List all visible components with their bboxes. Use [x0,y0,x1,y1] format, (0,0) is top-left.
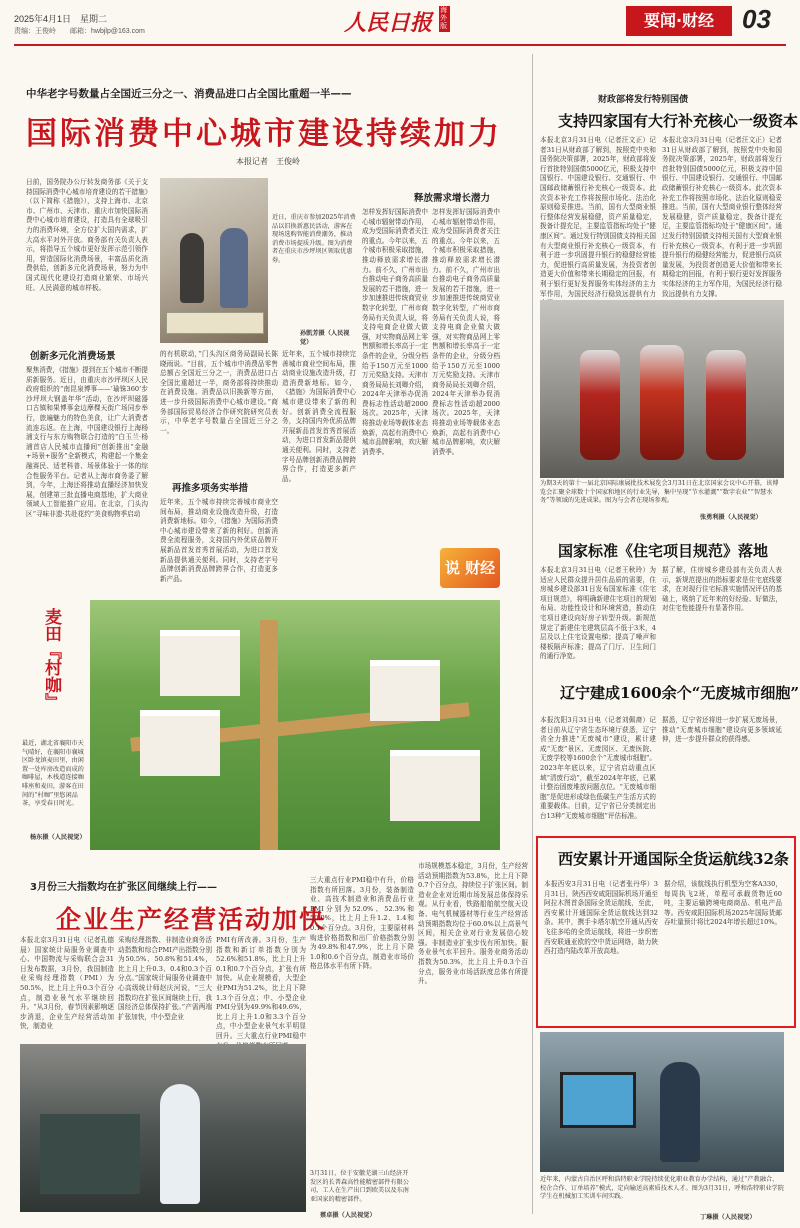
housing-headline: 国家标准《住宅项目规范》落地 [558,542,769,560]
housing-col-1: 本报北京3月31日电（记者王秋玲）为适应人民群众提升居住品质的需要，住房城乡建设部31日发布国家标准《住宅项目规范》，将明确新建住宅项目的规划布局、功能性设计和环境营造，推动住宅项目建设向好房子转型升级。新规范规定了新建住宅建筑层高不低于3米，4层及以上住宅设置电梯；提高了噪声和楼板隔声标准；提高了门厅、卫生间门的通行净宽。 [540,566,656,661]
cafe-label [22,608,80,728]
liaoning-col-2: 据悉，辽宁省还将进一步扩展无废场景，推动“无废城市细胞”建设向更多领域延伸，进一步提升群众的获得感。 [662,716,782,744]
cafe-gazebo-3 [140,710,220,776]
paper-logo [344,6,450,37]
pmi-col-1: 本报北京3月31日电（记者孔德晨）国家统计局服务业调查中心、中国物流与采购联合会31日发布数据，3月份，我国制造业采购经理指数（PMI）为50.5%，比上月上升0.3个百分点，制造业景气水平继续回升。“从3月份，春节因素影响逐步消退，企业生产经营活动加快，制造业 [20,936,114,1031]
treasury-col-1: 本报北京3月31日电（记者汪文正）记者31日从财政部了解到，按照党中央和国务院决策部署，2025年，财政部将发行首批特别国债5000亿元，积极支持中国银行、中国建设银行、交通银行、中国邮政储蓄银行补充核心一级资本。此次资本补充工作将按照市场化、法治化原则稳妥推进。当前，国有大型商业银行整体经营发展稳健，资产质量稳定，拨备计提充足，主要监管指标均处于“健康区间”。通过发行特别国债支持相关国有大型商业银行补充核心一级资本，有利于进一步巩固提升银行的稳健经营能力，促进银行高质量发展，为投资者创造更大价值和带来长期稳定的回报，有利于银行更好发挥服务实体经济的主力军作用，为国民经济行稳致远提供有力 [540,136,656,298]
cafe-photo [90,600,500,850]
pmi-col-2: 采购经理指数、非制造业商务活动指数和综合PMI产出指数分别为50.5%、50.8%和51.4%，比上月上升0.3、0.4和0.3个百分点。”国家统计局服务业调查中心高级统计师赵庆河说，“三大指数均在扩张区间继续上行，我国经济总体保持扩张。”产需两端扩张加快，中小型企业 [118,936,212,1021]
lead-intro: 日前，国务院办公厅转发商务部《关于支持国际消费中心城市培育建设的若干措施》（以下简称《措施》），支持上海市、北京市、广州市、天津市、重庆市加快国际消费中心城市培育建设，打造具有全球吸引力的消费环境，全方位扩大国内需求，扩大高水平对外开放。商务部有关负责人表示，将指导五个城市更好发挥示范引领作用，营造国际化消费场景，丰富品质化消费供给，创新多元化消费场景，努力为中国式现代化建设打造商业繁荣、市场兴旺、人民满意的城市样板。 [26,178,148,292]
lead-photo-caption [272,214,356,324]
lead-col-2: 的有机联动，”门头沟区商务局副局长陈晓雨说。“目前，五个城市中消费品零售总额占全国近三分之一，消费品进口占全国比重超过一半，商务部将持续推动在消费设施、消费品以旧换新等方面，进一步升级国际消费中心城市建设。”商务部国际贸易经济合作研究院研究员表示，中华老字号数量占全国近三分之一。 [160,350,278,435]
masthead [14,6,786,42]
pmi-photo-credit: 蔡卓摄（人民视觉） [320,1212,376,1219]
paper-name: 人民日报 [344,10,433,36]
lead-subhead-3: 释放需求增长潜力 [414,193,491,204]
xian-col-1: 本报西安3月31日电（记者张丹华）3月31日，陕西西安咸阳国际机场开通至阿拉木图首条国际全货运航线，至此，西安累计开通国际全货运航线达到32条。其中，携手卡塔尔航空开通从西安飞往多哈的全货运航线，将进一步织密西安联通亚欧的空中货运网络，助力陕西打造内陆改革开放高地。 [544,880,658,956]
section-badge [626,6,732,36]
expo-credit: 张勇利摄（人民视觉） [700,514,762,521]
xian-col-2: 据介绍，该航线执行机型为空客A330，每周执飞2班，单程可承载货物近60吨，主要运输跨境电商商品、机电产品等。西安咸阳国际机场2025年国际货邮吞吐量预计将比2024年增长超过10%。 [664,880,782,927]
school-photo [540,1032,784,1172]
pmi-col-3: PMI有所改善。3月份，生产指数和新订单指数分别为52.6%和51.8%，比上月上升0.1和0.7个百分点，扩张有所加快。从企业规模看，大型企业PMI为51.2%，比上月下降1.3个百分点；中、小型企业PMI分别为49.9%和49.6%，比上月上升1.0和3.3个百分点，中小型企业景气水平明显回升。三大重点行业PMI稳中 [216,936,306,1040]
cafe-gazebo-4 [390,750,480,821]
cafe-caption: 最近，湖北省襄阳市天气晴好，在襄阳市襄城区卧龙镇麦田里，由闲置一处库房改造而成的咖啡屋，木栈道连接咖啡座和麦田，游客在田间的“村咖”里悠闲品茶，享受春日时光。 [22,740,84,808]
xian-headline: 西安累计开通国际全货运航线32条 [558,850,789,868]
school-credit: 丁琳摄（人民视觉） [700,1214,756,1221]
treasury-col-2-text: 本报北京3月31日电（记者汪文正）记者31日从财政部了解到，按照党中央和国务院决策部署，2025年，财政部将发行首批特别国债5000亿元，积极支持中国银行、中国建设银行、交通银行、中国邮政储蓄银行补充核心一级资本。此次资本补充工作将按照市场化、法治化原则稳妥推进。当前，国有大型商业银行整体经营发展稳健，资产质量稳定，拨备计提充足，主要监管指标均处于“健康区间”。通过发行特别国债支持相关国有大型商业银行补充核心一级资本，有利于进一步巩固提升银行的稳健经营能力，促进银行高质量发展，为投资者创造更大价值和带来长期稳定的回报，有利于银行更好发挥服务实体经济的主力军作用，为国民经济行稳致远提供有力支撑。 [662,136,782,298]
sign-board [166,312,264,334]
lead-photo-caption-text: 近日，重庆市参加2025年消费品以旧换新惠民活动，游客在现场选购智能消费潮务，推动消费市场提质升级。图为消费者在重庆市沙坪坝区领取优惠券。 [272,214,356,264]
school-caption: 近年来，内蒙古自治区呼和浩特职业学院持续优化职业教育办学结构，通过“产教融合、校企合作、订单培养”模式，定向输送高素质技术人才。图为3月31日，呼和浩特职业学院学生在机械加工实训车间实践。 [540,1176,784,1201]
liaoning-headline: 辽宁建成1600余个“无废城市细胞” [560,684,800,702]
lead-subhead-1: 创新多元化消费场景 [30,351,116,362]
lead-col-3b-text: 怎样发挥好国际消费中心城市辐射带动作用，成为受国际消费者关注的重点。今年以来，五个城市积极采取措施，推动释放需求增长潜力。前不久，广州市出台推动电子商务高质量发展的若干措施，进一步加速推进传统商贸业数字化转型，广州市商务局有关负责人说，将支持电商企业做大做强，对实物商品网上零售额和增长率高于一定条件的企业，分级分档给予150万元至1000万元奖励支持。天津市商务局局长刘卿介绍，2024年天津举办促消费标志性活动超2000场次。2025年，天津将推动业场等载体业态焕新，高起有消费中心城市品牌影响，欢庆解消费季。 [432,208,500,456]
treasury-kicker: 财政部将发行特别国债 [598,95,689,105]
lead-photo-credit: 孙凯芳摄（人民视觉） [300,330,350,346]
editor-line: 责编：王俊岭 邮箱：hwbjlp@163.com [14,28,145,35]
lead-col-1: 聚焦消费，《措施》提到在五个城市不断提质新服务。近日，由重庆市沙坪坝区人民政府组织的“南昆泉博事——‘瑜铢360’步 沙坪坝大钢盖年华”活动，在沙坪坝磁器口古镇和果博事金边摩棵天街广场同步举行，旅遍魅力的特色美食，让广大消费者流连忘返。在上海，中国建设银行上海杨浦支行与东方购物联合打造的“白玉兰·杨浦首店人民城市直播间”创新推出“金融+场景+服务”全新模式，构建起一个集金融赛民、适老科普、场景体验于一体的综合性服务平台。记者从上海市商务委了解到，今年，上海还将推动直播经济加快发展，创建第三批直播电商基地，扩大商业领域人工智能推广应用。在北京，门头沟区“寻味非遗·共赴花约”美食购物季启动 [26,366,155,518]
page-number: 03 [742,4,771,34]
shuo-caijing-badge: 说 财经 [440,548,500,588]
expo-caption: 为期3天的第十一届北京国际康展批技术展览会3月31日在北京国家会议中心开幕，该博览会汇聚全球数十个国家和地区的行业先导，集中呈现“节水灌溉”“数字农业”“智慧水务”等领域的先进成果。图为与会者在现场参观。 [540,480,779,505]
monitor-screen [560,1072,636,1128]
treasury-headline: 支持四家国有大行补充核心一级资本 [558,112,799,130]
liaoning-col-1: 本报沈阳3月31日电（记者刘佩裔）记者日前从辽宁省生态环境厅获悉，辽宁省全力推进“无废城市”建设，累计建成“无废”景区、无废园区、无废医院、无废学校等1600余个“无废城市细胞”。2023年年底以来，辽宁省启动重点区域“清废行动”，截至2024年年底，已累计整治固废堆放问题点位。“无废城市细胞”是促进形成绿色低碳生产生活方式的重要载体。目前，辽宁省已分类制定出台13种“无废城市细胞”评估标准。 [540,716,656,820]
lead-headline: 国际消费中心城市建设持续加力 [26,116,502,152]
lead-byline: 本报记者 王俊岭 [236,157,300,166]
lead-col-2c [282,350,356,598]
lead-col-2b: 近年来，五个城市持续完善城市商业空间布局，推动商业设施改造升级，打造消费新地标。如今，《措施》为国际消费中心城市建设带来了新的利好。创新消费全流程服务，支持国内外优质品牌开展新品首发首秀首展活动，为进口首发新品提供通关便利。同时，支持老字号品牌创新消费品牌跨界合作，打造更多新产品。 [160,498,278,583]
lead-col-2c-text: 近年来，五个城市持续完善城市商业空间布局，推动商业设施改造升级，打造消费新地标。如今，《措施》为国际消费中心城市建设带来了新的利好。创新消费全流程服务，支持国内外优质品牌开展新品首发首秀首展活动，为进口首发新品提供通关便利。同时，支持老字号品牌创新消费品牌跨界合作，打造更多新产品。 [282,350,356,483]
treasury-col-2 [662,136,782,296]
cafe-label-text: 麦田『村咖』 [41,608,61,710]
section-name: 要闻·财经 [643,11,715,30]
tank-3 [706,350,746,460]
column-divider [532,54,533,1214]
tank-2 [640,345,684,460]
staff-figure [220,228,248,308]
pmi-headline: 企业生产经营活动加快 [56,905,327,934]
lead-col-3: 怎样发挥好国际消费中心城市辐射带动作用，成为受国际消费者关注的重点。今年以来，五个城市积极采取措施，推动释放需求增长潜力。前不久，广州市出台推动电子商务高质量发展的若干措施，进一步加速推进传统商贸业数字化转型，广州市商务局有关负责人说，将支持电商企业做大做强，对实物商品网上零售额和增长率高于一定条件的企业，分级分档给予150万元至1000万元奖励支持。天津市商务局局长刘卿介绍，2024年天津举办促消费标志性活动超2000场次。2025年，天津将推动业场等载体业态焕新，高起有消费中心城市品牌影响，欢庆解消费季。 [362,208,428,456]
lead-col-3b [432,208,500,538]
machine-block [40,1114,140,1194]
worker-figure [160,1084,200,1204]
tank-1 [580,350,620,460]
pmi-photo-factory [20,1044,306,1212]
shopper-figure [180,233,204,303]
lead-photo-shopping [160,178,268,343]
lead-subhead-2: 再推多项务实举措 [172,483,249,494]
pmi-col-4: 三大重点行业PMI稳中有升，价格指数有所回落。3月份，装备制造业、高技术制造业和消费品行业PMI分别为52.0%、52.3%和50.0%，比上月上升1.2、1.4和0.1个百分点。3月份，主要原材料购进价格指数和出厂价格指数分别为49.8%和47.9%，比上月下降1.0和0.6个百分点，制造业市场价格总体水平有所下降。 [310,876,414,971]
student-figure [660,1062,700,1162]
cafe-gazebo-2 [370,660,440,721]
lead-kicker: 中华老字号数量占全国近三分之一、消费品进口占全国比重超一半—— [26,88,352,100]
pmi-photo-caption: 3月31日，位于安徽芜湖三山经济开发区的长普森高性能精密部件有限公司，工人在生产出口到欧美以及东南亚国家的精密部件。 [310,1170,409,1203]
masthead-rule [14,44,786,46]
cafe-credit: 杨东摄（人民视觉） [30,834,86,841]
expo-photo [540,300,784,478]
paper-edition: 海外版 [439,6,450,32]
issue-date: 2025年4月1日 星期二 [14,14,108,24]
cafe-gazebo-1 [160,630,240,696]
pmi-col-5: 市场规模基本稳定，3月份，生产经营活动预期指数为53.8%，比上月下降0.7个百分点，持续位于扩张区间。制造业企业对近期市场发展总体保持乐观。从行业看，铁路船舶航空航天设备、电气机械器材等行业生产经营活动预期指数均位于60.0%以上高景气区间，相关企业对行业发展信心较强。非制造业扩张步伐有所加快。服务业景气水平回升。服务业商务活动指数为50.3%，比上月上升0.3个百分点，服务业市场活跃度总体有所提升。 [418,862,528,986]
housing-col-2: 据了解，住房城乡建设部有关负责人表示，新规范提出的指标要求是住宅底线要求，在对现行住宅标准实施情况评估的基础上，吸纳了近年来的好经验、好做法，对住宅性能提升有显著作用。 [662,566,782,613]
pmi-kicker: 3月份三大指数均在扩张区间继续上行—— [30,882,217,893]
